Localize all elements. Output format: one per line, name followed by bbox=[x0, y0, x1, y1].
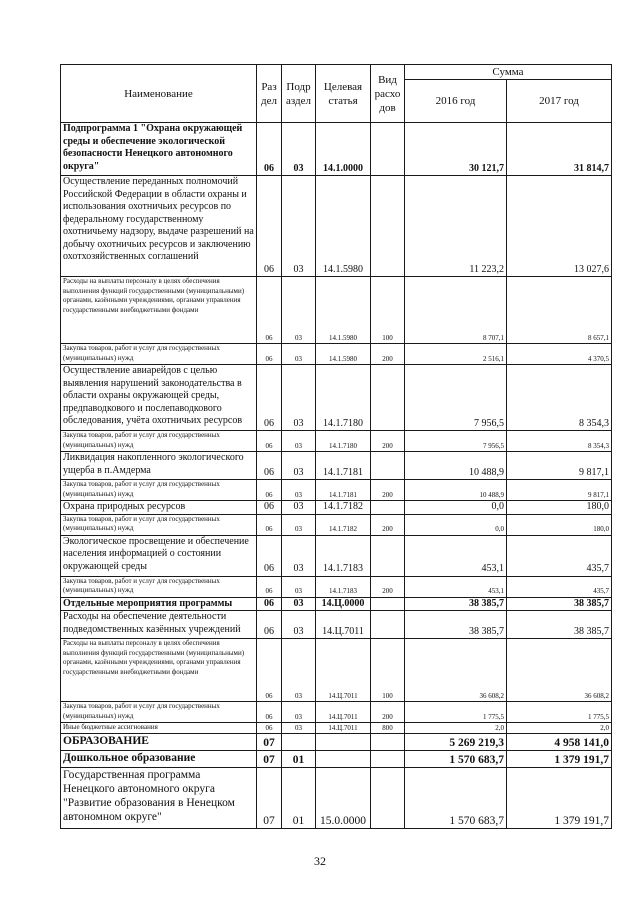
table-row bbox=[61, 344, 612, 365]
header-razdel: Раз дел bbox=[257, 65, 282, 123]
table-row bbox=[61, 535, 612, 576]
row-name: Закупка товаров, работ и услуг для государственных (муниципальных) нужд bbox=[61, 514, 257, 535]
row-vid-rashodov: 100 bbox=[371, 277, 405, 344]
row-sum-2016: 0,0 bbox=[405, 501, 507, 515]
row-name: Экологическое просвещение и обеспечение населения информацией о состоянии окружающей среды bbox=[61, 535, 257, 576]
row-sum-2016: 2 516,1 bbox=[405, 344, 507, 365]
row-podrazdel: 03 bbox=[282, 176, 316, 277]
row-podrazdel: 03 bbox=[282, 535, 316, 576]
header-year-2017: 2017 год bbox=[507, 80, 612, 123]
row-vid-rashodov: 200 bbox=[371, 514, 405, 535]
row-razdel: 06 bbox=[257, 702, 282, 723]
row-celevaya-statya: 15.0.0000 bbox=[316, 768, 371, 829]
row-sum-2017: 1 379 191,7 bbox=[507, 768, 612, 829]
header-year-2016: 2016 год bbox=[405, 80, 507, 123]
row-sum-2016: 30 121,7 bbox=[405, 123, 507, 176]
header-name: Наименование bbox=[61, 65, 257, 123]
row-vid-rashodov bbox=[371, 365, 405, 431]
row-vid-rashodov: 800 bbox=[371, 723, 405, 734]
header-summa: Сумма bbox=[405, 65, 612, 80]
row-sum-2016: 36 608,2 bbox=[405, 639, 507, 702]
row-celevaya-statya: 14.1.7182 bbox=[316, 514, 371, 535]
row-sum-2016: 1 570 683,7 bbox=[405, 751, 507, 768]
row-celevaya-statya: 14.Ц.7011 bbox=[316, 639, 371, 702]
row-vid-rashodov bbox=[371, 176, 405, 277]
row-razdel: 07 bbox=[257, 751, 282, 768]
row-vid-rashodov: 200 bbox=[371, 344, 405, 365]
row-sum-2016: 0,0 bbox=[405, 514, 507, 535]
table-row bbox=[61, 123, 612, 176]
row-vid-rashodov bbox=[371, 452, 405, 480]
row-sum-2017: 180,0 bbox=[507, 501, 612, 515]
row-name: Расходы на выплаты персоналу в целях обеспечения выполнения функций государственными (муниципальными) органами, казёнными учреждениями, органами управления государственными внебюджетными фондами bbox=[61, 639, 257, 702]
row-podrazdel: 01 bbox=[282, 751, 316, 768]
row-podrazdel: 03 bbox=[282, 452, 316, 480]
row-sum-2017: 435,7 bbox=[507, 535, 612, 576]
row-vid-rashodov: 200 bbox=[371, 480, 405, 501]
row-celevaya-statya: 14.Ц.7011 bbox=[316, 702, 371, 723]
header-vid-rashodov: Вид расхо дов bbox=[371, 65, 405, 123]
row-podrazdel bbox=[282, 734, 316, 751]
row-sum-2016: 38 385,7 bbox=[405, 611, 507, 639]
row-sum-2016: 7 956,5 bbox=[405, 431, 507, 452]
table-row bbox=[61, 514, 612, 535]
row-name: Подпрограмма 1 "Охрана окружающей среды и обеспечение экологической безопасности Ненецкого автономного округа" bbox=[61, 123, 257, 176]
row-sum-2017: 36 608,2 bbox=[507, 639, 612, 702]
table-row bbox=[61, 176, 612, 277]
table-row bbox=[61, 576, 612, 597]
table-row bbox=[61, 277, 612, 344]
table-row bbox=[61, 611, 612, 639]
row-name: Дошкольное образование bbox=[61, 751, 257, 768]
table-row bbox=[61, 431, 612, 452]
row-celevaya-statya: 14.Ц.0000 bbox=[316, 597, 371, 611]
row-name: Иные бюджетные ассигнования bbox=[61, 723, 257, 734]
row-name: Осуществление переданных полномочий Российской Федерации в области охраны и использования охотничьих ресурсов по федеральному государственному охотничьему надзору, выдаче разрешений на добычу охотничьих ресурсов и заключению охотхозяйственных соглашений bbox=[61, 176, 257, 277]
row-podrazdel: 03 bbox=[282, 723, 316, 734]
row-razdel: 06 bbox=[257, 480, 282, 501]
row-vid-rashodov bbox=[371, 734, 405, 751]
table-row bbox=[61, 751, 612, 768]
table-row bbox=[61, 702, 612, 723]
row-celevaya-statya: 14.1.7180 bbox=[316, 431, 371, 452]
row-vid-rashodov: 100 bbox=[371, 639, 405, 702]
row-podrazdel: 01 bbox=[282, 768, 316, 829]
row-celevaya-statya: 14.Ц.7011 bbox=[316, 611, 371, 639]
row-celevaya-statya: 14.1.0000 bbox=[316, 123, 371, 176]
row-sum-2017: 38 385,7 bbox=[507, 611, 612, 639]
row-podrazdel: 03 bbox=[282, 501, 316, 515]
row-celevaya-statya: 14.1.7183 bbox=[316, 535, 371, 576]
row-celevaya-statya: 14.1.7181 bbox=[316, 452, 371, 480]
row-podrazdel: 03 bbox=[282, 597, 316, 611]
table-row bbox=[61, 365, 612, 431]
row-razdel: 06 bbox=[257, 501, 282, 515]
row-podrazdel: 03 bbox=[282, 123, 316, 176]
row-razdel: 07 bbox=[257, 734, 282, 751]
row-razdel: 06 bbox=[257, 123, 282, 176]
table-row bbox=[61, 597, 612, 611]
row-vid-rashodov: 200 bbox=[371, 576, 405, 597]
row-sum-2017: 8 657,1 bbox=[507, 277, 612, 344]
row-vid-rashodov bbox=[371, 501, 405, 515]
table-row bbox=[61, 734, 612, 751]
row-celevaya-statya: 14.Ц.7011 bbox=[316, 723, 371, 734]
page-number: 32 bbox=[314, 854, 326, 868]
row-razdel: 06 bbox=[257, 639, 282, 702]
row-sum-2016: 8 707,1 bbox=[405, 277, 507, 344]
row-sum-2017: 9 817,1 bbox=[507, 480, 612, 501]
row-podrazdel: 03 bbox=[282, 702, 316, 723]
row-sum-2017: 8 354,3 bbox=[507, 431, 612, 452]
row-podrazdel: 03 bbox=[282, 480, 316, 501]
table-row bbox=[61, 501, 612, 515]
row-sum-2017: 9 817,1 bbox=[507, 452, 612, 480]
row-sum-2016: 10 488,9 bbox=[405, 480, 507, 501]
row-razdel: 06 bbox=[257, 431, 282, 452]
row-celevaya-statya: 14.1.7181 bbox=[316, 480, 371, 501]
row-razdel: 06 bbox=[257, 535, 282, 576]
row-vid-rashodov bbox=[371, 768, 405, 829]
row-sum-2017: 4 958 141,0 bbox=[507, 734, 612, 751]
row-razdel: 06 bbox=[257, 344, 282, 365]
row-podrazdel: 03 bbox=[282, 639, 316, 702]
row-celevaya-statya: 14.1.5980 bbox=[316, 176, 371, 277]
row-razdel: 06 bbox=[257, 277, 282, 344]
row-celevaya-statya: 14.1.5980 bbox=[316, 344, 371, 365]
row-podrazdel: 03 bbox=[282, 277, 316, 344]
row-sum-2016: 2,0 bbox=[405, 723, 507, 734]
row-sum-2017: 1 775,5 bbox=[507, 702, 612, 723]
row-vid-rashodov bbox=[371, 597, 405, 611]
row-podrazdel: 03 bbox=[282, 365, 316, 431]
row-podrazdel: 03 bbox=[282, 611, 316, 639]
row-sum-2016: 5 269 219,3 bbox=[405, 734, 507, 751]
row-razdel: 06 bbox=[257, 597, 282, 611]
row-sum-2016: 38 385,7 bbox=[405, 597, 507, 611]
row-name: Закупка товаров, работ и услуг для государственных (муниципальных) нужд bbox=[61, 431, 257, 452]
row-razdel: 07 bbox=[257, 768, 282, 829]
row-sum-2017: 2,0 bbox=[507, 723, 612, 734]
row-podrazdel: 03 bbox=[282, 344, 316, 365]
row-celevaya-statya: 14.1.7182 bbox=[316, 501, 371, 515]
row-razdel: 06 bbox=[257, 723, 282, 734]
row-sum-2017: 31 814,7 bbox=[507, 123, 612, 176]
row-sum-2017: 38 385,7 bbox=[507, 597, 612, 611]
table-row bbox=[61, 480, 612, 501]
row-sum-2017: 13 027,6 bbox=[507, 176, 612, 277]
row-sum-2017: 1 379 191,7 bbox=[507, 751, 612, 768]
table-row bbox=[61, 452, 612, 480]
row-name: Осуществление авиарейдов с целью выявления нарушений законодательства в области охраны окружающей среды, предпаводкового и послепаводкового обследования, учёта охотничьих ресурсов bbox=[61, 365, 257, 431]
row-vid-rashodov bbox=[371, 123, 405, 176]
row-name: ОБРАЗОВАНИЕ bbox=[61, 734, 257, 751]
row-sum-2016: 1 570 683,7 bbox=[405, 768, 507, 829]
row-celevaya-statya: 14.1.7180 bbox=[316, 365, 371, 431]
row-name: Расходы на выплаты персоналу в целях обеспечения выполнения функций государственными (муниципальными) органами, казёнными учреждениями, органами управления государственными внебюджетными фондами bbox=[61, 277, 257, 344]
row-sum-2017: 180,0 bbox=[507, 514, 612, 535]
row-sum-2017: 435,7 bbox=[507, 576, 612, 597]
row-razdel: 06 bbox=[257, 514, 282, 535]
row-name: Охрана природных ресурсов bbox=[61, 501, 257, 515]
row-sum-2016: 453,1 bbox=[405, 576, 507, 597]
row-celevaya-statya: 14.1.5980 bbox=[316, 277, 371, 344]
row-razdel: 06 bbox=[257, 452, 282, 480]
table-row bbox=[61, 639, 612, 702]
row-name: Ликвидация накопленного экологического ущерба в п.Амдерма bbox=[61, 452, 257, 480]
header-podrazdel: Подр аздел bbox=[282, 65, 316, 123]
row-vid-rashodov bbox=[371, 611, 405, 639]
row-name: Отдельные мероприятия программы bbox=[61, 597, 257, 611]
row-vid-rashodov bbox=[371, 751, 405, 768]
row-razdel: 06 bbox=[257, 611, 282, 639]
row-sum-2016: 10 488,9 bbox=[405, 452, 507, 480]
row-sum-2016: 453,1 bbox=[405, 535, 507, 576]
row-sum-2017: 8 354,3 bbox=[507, 365, 612, 431]
row-vid-rashodov: 200 bbox=[371, 702, 405, 723]
row-name: Закупка товаров, работ и услуг для государственных (муниципальных) нужд bbox=[61, 344, 257, 365]
row-podrazdel: 03 bbox=[282, 576, 316, 597]
row-sum-2017: 4 370,5 bbox=[507, 344, 612, 365]
row-name: Закупка товаров, работ и услуг для государственных (муниципальных) нужд bbox=[61, 480, 257, 501]
row-name: Государственная программа Ненецкого автономного округа "Развитие образования в Ненецком автономном округе" bbox=[61, 768, 257, 829]
row-vid-rashodov: 200 bbox=[371, 431, 405, 452]
budget-table bbox=[60, 64, 612, 829]
row-name: Закупка товаров, работ и услуг для государственных (муниципальных) нужд bbox=[61, 702, 257, 723]
header-celevaya-statya: Целевая статья bbox=[316, 65, 371, 123]
row-podrazdel: 03 bbox=[282, 431, 316, 452]
row-name: Расходы на обеспечение деятельности подведомственных казённых учреждений bbox=[61, 611, 257, 639]
row-razdel: 06 bbox=[257, 176, 282, 277]
row-sum-2016: 11 223,2 bbox=[405, 176, 507, 277]
table-row bbox=[61, 723, 612, 734]
row-celevaya-statya: 14.1.7183 bbox=[316, 576, 371, 597]
table-row bbox=[61, 768, 612, 829]
row-sum-2016: 1 775,5 bbox=[405, 702, 507, 723]
row-name: Закупка товаров, работ и услуг для государственных (муниципальных) нужд bbox=[61, 576, 257, 597]
row-razdel: 06 bbox=[257, 365, 282, 431]
row-razdel: 06 bbox=[257, 576, 282, 597]
row-podrazdel: 03 bbox=[282, 514, 316, 535]
row-vid-rashodov bbox=[371, 535, 405, 576]
row-celevaya-statya bbox=[316, 734, 371, 751]
row-sum-2016: 7 956,5 bbox=[405, 365, 507, 431]
row-celevaya-statya bbox=[316, 751, 371, 768]
